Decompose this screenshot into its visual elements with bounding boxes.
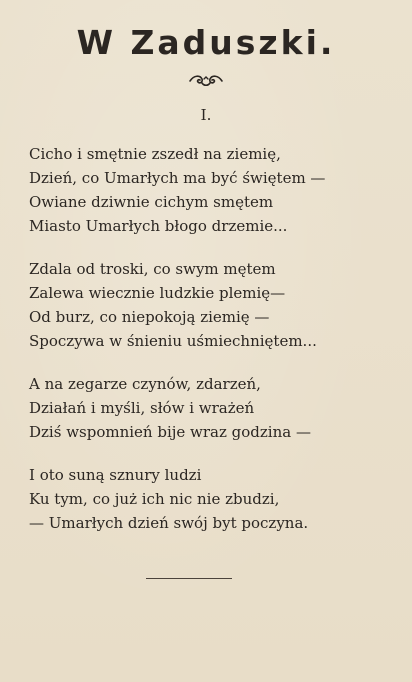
poem-line: Zdala od troski, co swym mętem bbox=[29, 260, 276, 278]
poem-line: Ku tym, co już ich nic nie zbudzi, bbox=[29, 490, 280, 508]
ornament-flourish-icon bbox=[188, 74, 224, 88]
closing-rule bbox=[146, 578, 232, 579]
poem-line: A na zegarze czynów, zdarzeń, bbox=[29, 375, 261, 393]
poem-line: Cicho i smętnie zszedł na ziemię, bbox=[29, 145, 281, 163]
poem-line: Działań i myśli, słów i wrażeń bbox=[29, 399, 255, 417]
stanza bbox=[29, 463, 379, 535]
poem-line: Miasto Umarłych błogo drzemie... bbox=[29, 217, 288, 235]
poem-line: Dziś wspomnień bije wraz godzina — bbox=[29, 423, 311, 441]
poem-line: — Umarłych dzień swój byt poczyna. bbox=[29, 514, 309, 532]
poem-line: I oto suną sznury ludzi bbox=[29, 466, 202, 484]
poem-line: Spoczywa w śnieniu uśmiechniętem... bbox=[29, 332, 317, 350]
poem-line: Od burz, co niepokoją ziemię — bbox=[29, 308, 270, 326]
stanza bbox=[29, 257, 379, 353]
poem-line: Zalewa wiecznie ludzkie plemię— bbox=[29, 284, 286, 302]
poem-title: W Zaduszki. bbox=[76, 23, 336, 62]
poem-line: Dzień, co Umarłych ma być świętem — bbox=[29, 169, 326, 187]
ornament-icon bbox=[0, 74, 412, 88]
poem-body bbox=[29, 142, 379, 554]
stanza bbox=[29, 142, 379, 238]
part-number: I. bbox=[200, 106, 212, 124]
stanza bbox=[29, 372, 379, 444]
poem-line: Owiane dziwnie cichym smętem bbox=[29, 193, 274, 211]
